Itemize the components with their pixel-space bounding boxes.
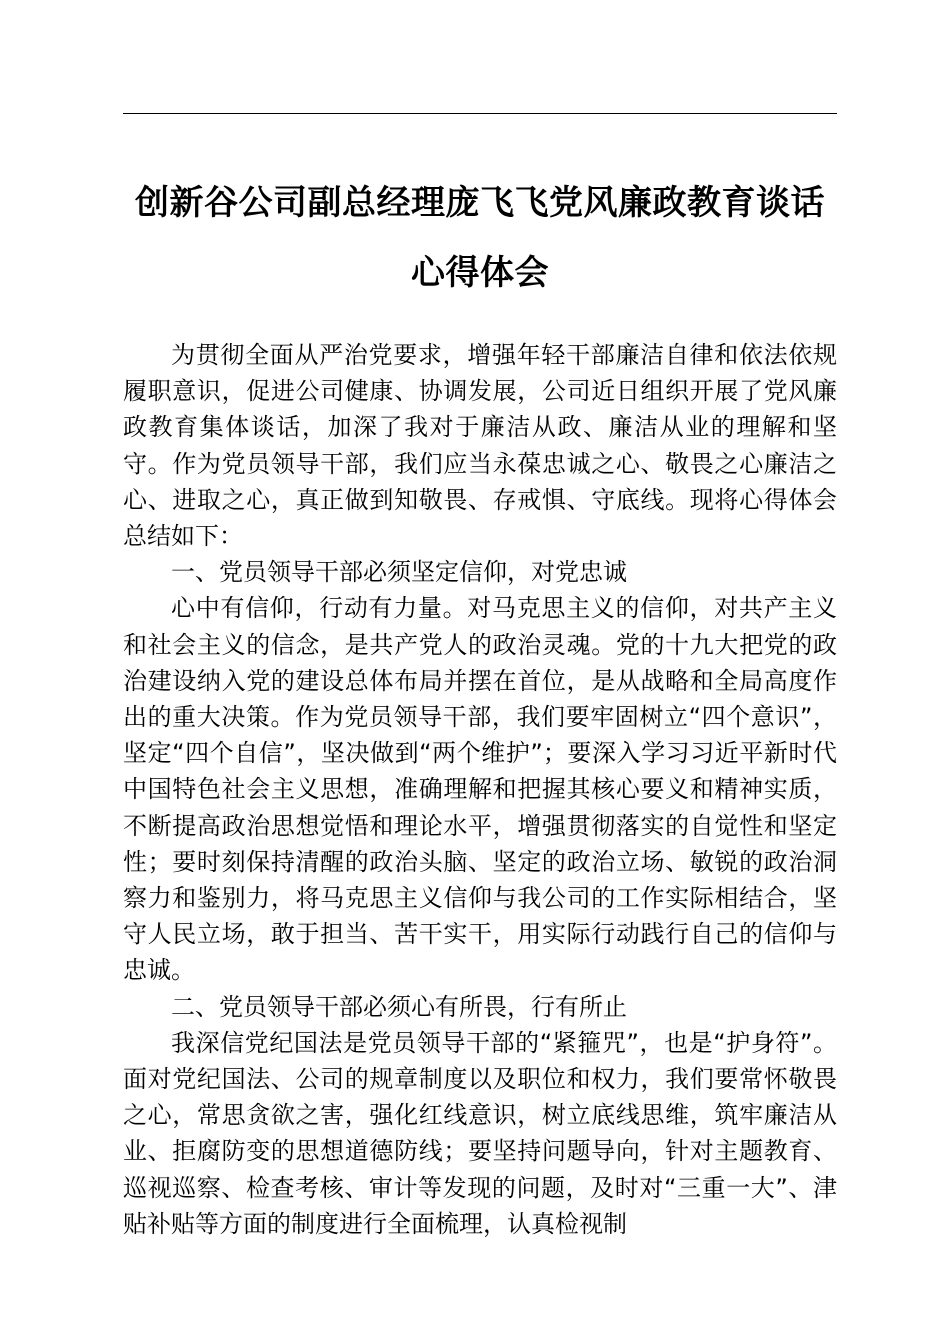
header-rule [123, 113, 837, 114]
section-2-paragraph: 我深信党纪国法是党员领导干部的“紧箍咒”，也是“护身符”。面对党纪国法、公司的规章制度以及职位和权力，我们要常怀敬畏之心，常思贪欲之害，强化红线意识，树立底线思维，筑牢廉洁从业、拒腐防变的思想道德防线；要坚持问题导向，针对主题教育、巡视巡察、检查考核、审计等发现的问题，及时对“三重一大”、津贴补贴等方面的制度进行全面梳理，认真检视制 [123, 1028, 837, 1238]
section-heading-2: 二、党员领导干部必须心有所畏，行有所止 [171, 992, 627, 1021]
title-line-1: 创新谷公司副总经理庞飞飞党风廉政教育谈话 [135, 183, 825, 223]
section-heading-1: 一、党员领导干部必须坚定信仰，对党忠诚 [171, 558, 627, 587]
document-title [110, 168, 850, 308]
intro-paragraph: 为贯彻全面从严治党要求，增强年轻干部廉洁自律和依法依规履职意识，促进公司健康、协调发展，公司近日组织开展了党风廉政教育集体谈话，加深了我对于廉洁从政、廉洁从业的理解和坚守。作为党员领导干部，我们应当永葆忠诚之心、敬畏之心廉洁之心、进取之心，真正做到知敬畏、存戒惧、守底线。现将心得体会总结如下： [123, 341, 837, 551]
document-body [123, 337, 837, 1242]
section-1-paragraph: 心中有信仰，行动有力量。对马克思主义的信仰，对共产主义和社会主义的信念，是共产党人的政治灵魂。党的十九大把党的政治建设纳入党的建设总体布局并摆在首位，是从战略和全局高度作出的重大决策。作为党员领导干部，我们要牢固树立“四个意识”，坚定“四个自信”，坚决做到“两个维护”；要深入学习习近平新时代中国特色社会主义思想，准确理解和把握其核心要义和精神实质，不断提高政治思想觉悟和理论水平，增强贯彻落实的自觉性和坚定性；要时刻保持清醒的政治头脑、坚定的政治立场、敏锐的政治洞察力和鉴别力，将马克思主义信仰与我公司的工作实际相结合，坚守人民立场，敢于担当、苦干实干，用实际行动践行自己的信仰与忠诚。 [123, 594, 837, 985]
title-line-2: 心得体会 [411, 253, 549, 293]
